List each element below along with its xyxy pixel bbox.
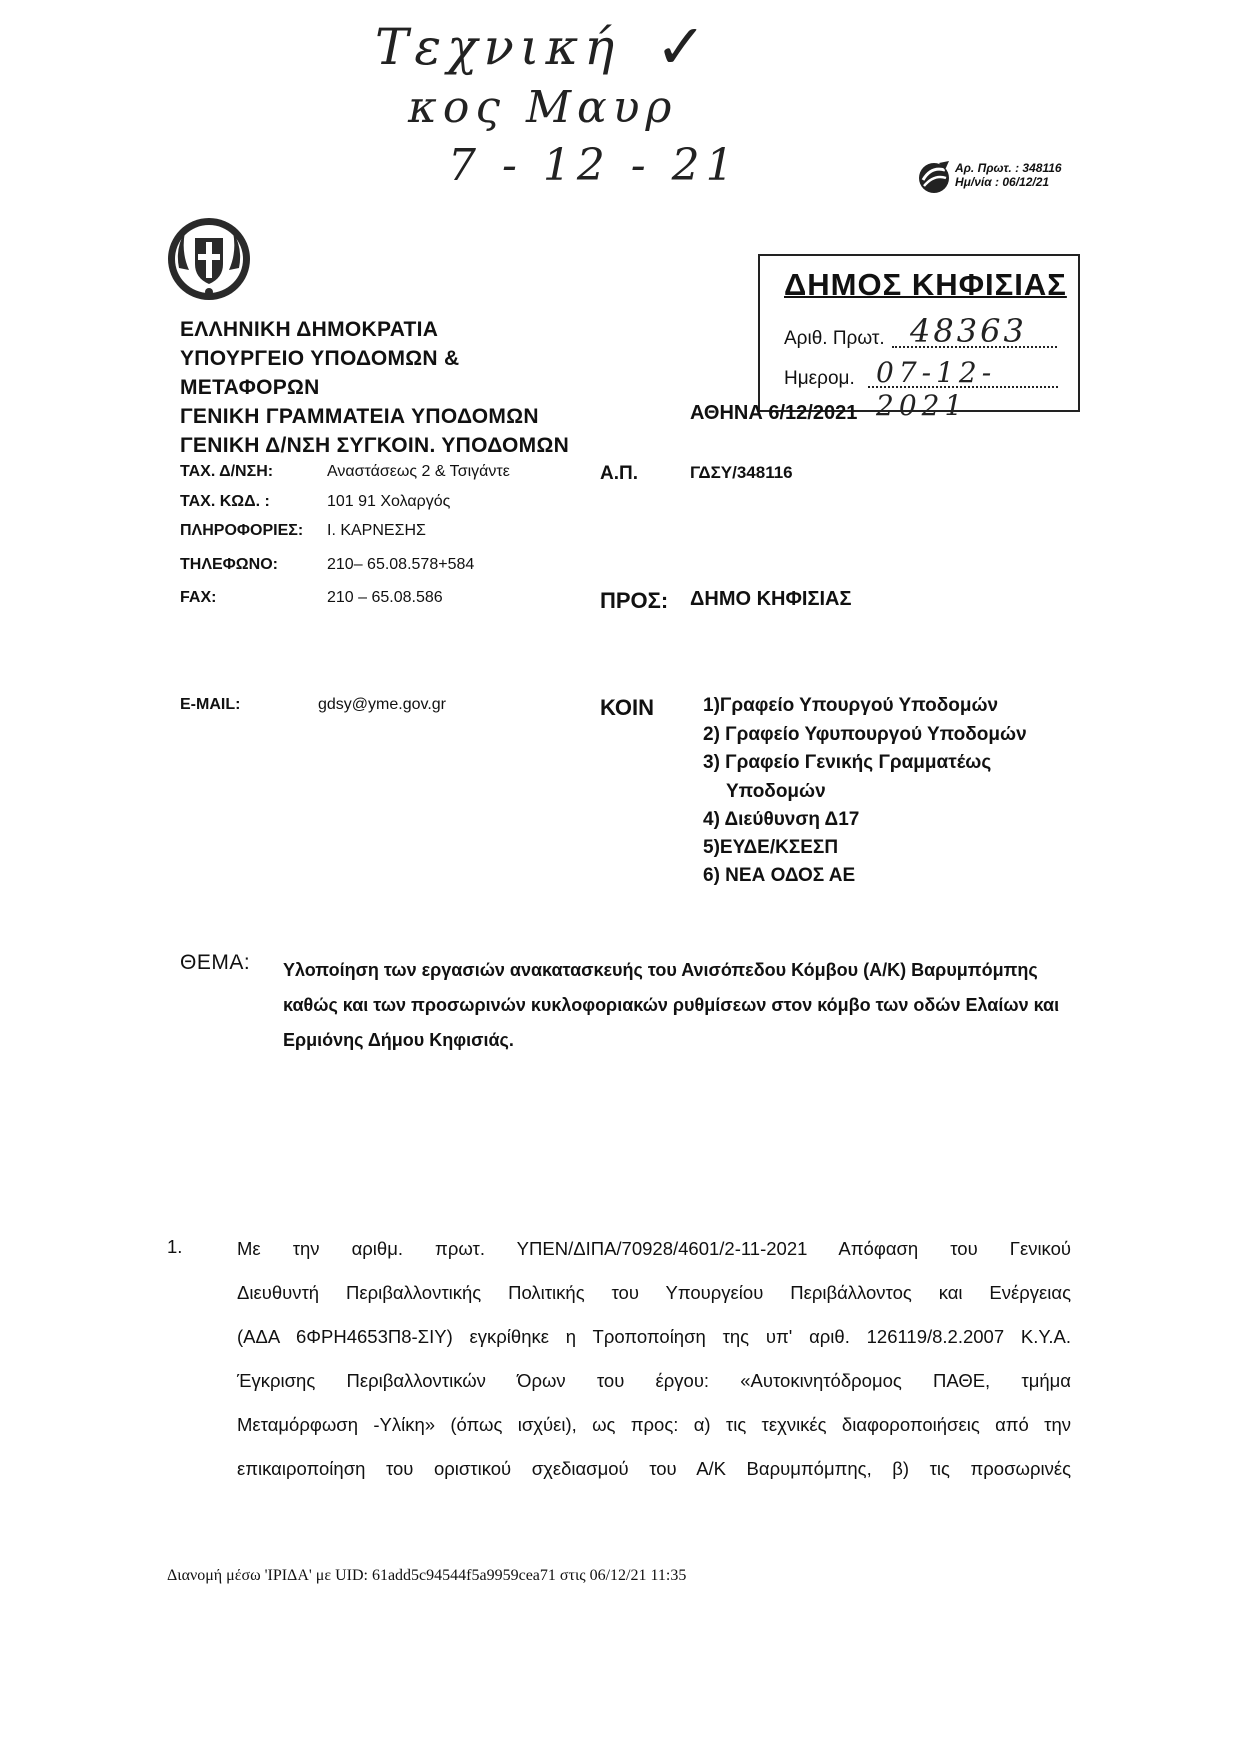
email-value: gdsy@yme.gov.gr bbox=[318, 696, 446, 713]
stamp-proto-label: Αριθ. Πρωτ. bbox=[784, 328, 885, 349]
subject-line-1: Υλοποίηση των εργασιών ανακατασκευής του Ανισόπεδου Κόμβου (Α/Κ) Βαρυμπόμπης bbox=[283, 960, 1038, 980]
subject-label: ΘΕΜΑ: bbox=[180, 951, 251, 974]
paragraph-1-number: 1. bbox=[167, 1236, 183, 1257]
greek-coat-of-arms-icon bbox=[165, 214, 253, 304]
sender-line-2: ΥΠΟΥΡΓΕΙΟ ΥΠΟΔΟΜΩΝ & bbox=[180, 347, 460, 370]
sender-line-4: ΓΕΝΙΚΗ ΓΡΑΜΜΑΤΕΙΑ ΥΠΟΔΟΜΩΝ bbox=[180, 405, 539, 428]
paragraph-1-line-5: Μεταμόρφωση -Υλίκη» (όπως ισχύει), ως προς: α) τις τεχνικές διαφοροποιήσεις από την bbox=[237, 1414, 1071, 1435]
info-value: Ι. ΚΑΡΝΕΣΗΣ bbox=[327, 522, 426, 539]
handwritten-note-line3: 7 - 12 - 21 bbox=[448, 140, 740, 191]
pros-label: ΠΡΟΣ: bbox=[600, 588, 669, 613]
email-label: E-MAIL: bbox=[180, 696, 241, 713]
address-label: ΤΑΧ. Δ/ΝΣΗ: bbox=[180, 463, 274, 480]
subject-line-2: καθώς και των προσωρινών κυκλοφοριακών ρυθμίσεων στον κόμβο των οδών Ελαίων και bbox=[283, 995, 1060, 1015]
place-date: ΑΘΗΝΑ 6/12/2021 bbox=[690, 402, 858, 424]
koin-item-6: 6) ΝΕΑ ΟΔΟΣ ΑΕ bbox=[703, 865, 856, 886]
registration-date: Ημ/νία : 06/12/21 bbox=[955, 175, 1050, 189]
stamp-title: ΔΗΜΟΣ ΚΗΦΙΣΙΑΣ bbox=[784, 267, 1067, 302]
phone-value: 210– 65.08.578+584 bbox=[327, 556, 475, 573]
koin-item-5: 5)ΕΥΔΕ/ΚΣΕΣΠ bbox=[703, 837, 839, 858]
koin-item-3: 3) Γραφείο Γενικής Γραμματέως bbox=[703, 752, 992, 773]
koin-label: ΚΟΙΝ bbox=[600, 695, 654, 720]
sender-line-3: ΜΕΤΑΦΟΡΩΝ bbox=[180, 376, 320, 399]
irida-logo-icon bbox=[917, 160, 951, 196]
stamp-date-label: Ημερομ. bbox=[784, 368, 855, 389]
registration-proto: Αρ. Πρωτ. : 348116 bbox=[955, 161, 1062, 175]
stamp-proto-value: 48363 bbox=[910, 312, 1027, 350]
ap-value: ΓΔΣΥ/348116 bbox=[690, 463, 793, 482]
paragraph-1-line-6: επικαιροποίηση του οριστικού σχεδιασμού του Α/Κ Βαρυμπόμπης, β) τις προσωρινές bbox=[237, 1458, 1071, 1479]
paragraph-1-line-1: Με την αριθμ. πρωτ. ΥΠΕΝ/ΔΙΠΑ/70928/4601/2-11-2021 Απόφαση του Γενικού bbox=[237, 1238, 1071, 1259]
ap-label: Α.Π. bbox=[600, 463, 638, 484]
distribution-footer: Διανομή μέσω 'ΙΡΙΔΑ' με UID: 61add5c94544f5a9959cea71 στις 06/12/21 11:35 bbox=[167, 1567, 687, 1584]
koin-item-3-cont: Υποδομών bbox=[726, 781, 826, 802]
postal-value: 101 91 Χολαργός bbox=[327, 493, 451, 510]
pros-value: ΔΗΜΟ ΚΗΦΙΣΙΑΣ bbox=[690, 588, 852, 610]
paragraph-1-line-2: Διευθυντή Περιβαλλοντικής Πολιτικής του Υπουργείου Περιβάλλοντος και Ενέργειας bbox=[237, 1282, 1071, 1303]
phone-label: ΤΗΛΕΦΩΝΟ: bbox=[180, 556, 278, 573]
koin-item-2: 2) Γραφείο Υφυπουργού Υποδομών bbox=[703, 724, 1027, 745]
fax-value: 210 – 65.08.586 bbox=[327, 589, 443, 606]
handwritten-note-line1: Τεχνική bbox=[375, 18, 621, 76]
postal-label: ΤΑΧ. ΚΩΔ. : bbox=[180, 493, 270, 510]
stamp-date-value: 07-12-2021 bbox=[876, 356, 997, 422]
sender-line-5: ΓΕΝΙΚΗ Δ/ΝΣΗ ΣΥΓΚΟΙΝ. ΥΠΟΔΟΜΩΝ bbox=[180, 434, 570, 457]
handwritten-check: ✓ bbox=[655, 10, 713, 83]
address-value: Αναστάσεως 2 & Τσιγάντε bbox=[327, 463, 510, 480]
paragraph-1-line-4: Έγκρισης Περιβαλλοντικών Όρων του έργου: «Αυτοκινητόδρομος ΠΑΘΕ, τμήμα bbox=[237, 1370, 1071, 1391]
sender-line-1: ΕΛΛΗΝΙΚΗ ΔΗΜΟΚΡΑΤΙΑ bbox=[180, 318, 439, 341]
subject-line-3: Ερμιόνης Δήμου Κηφισιάς. bbox=[283, 1030, 514, 1050]
handwritten-note-line2: κος Μαυρ bbox=[408, 82, 678, 133]
koin-item-4: 4) Διεύθυνση Δ17 bbox=[703, 809, 860, 830]
koin-item-1: 1)Γραφείο Υπουργού Υποδομών bbox=[703, 695, 999, 716]
paragraph-1-line-3: (ΑΔΑ 6ΦΡΗ4653Π8-ΣΙΥ) εγκρίθηκε η Τροποποίηση της υπ' αριθ. 126119/8.2.2007 Κ.Υ.Α. bbox=[237, 1326, 1071, 1347]
info-label: ΠΛΗΡΟΦΟΡΙΕΣ: bbox=[180, 522, 304, 539]
fax-label: FAX: bbox=[180, 589, 217, 606]
